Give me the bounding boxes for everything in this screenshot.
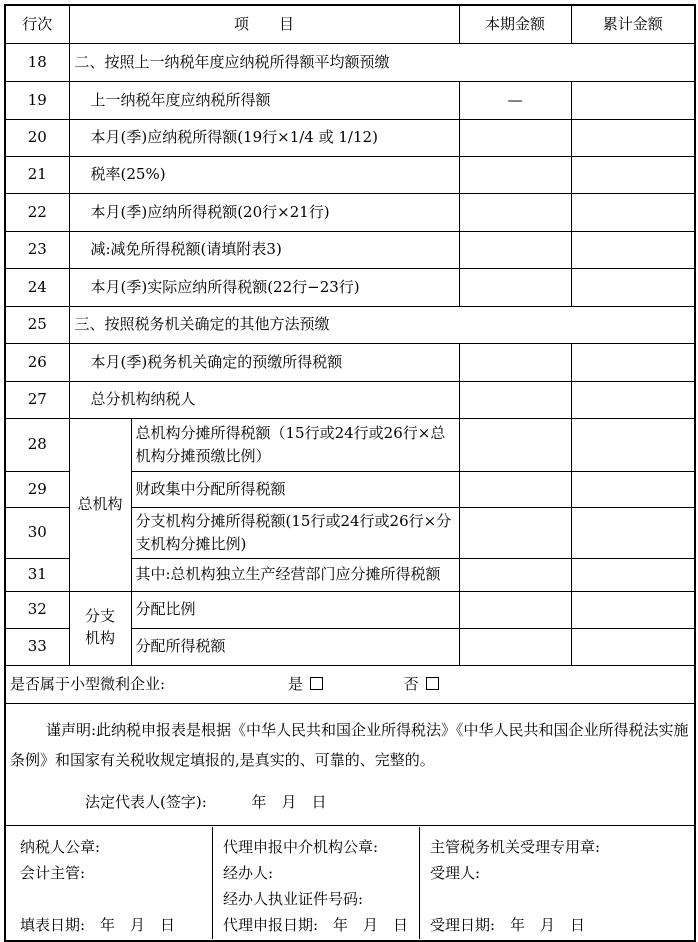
row-no: 22 — [5, 193, 69, 231]
row-no: 33 — [5, 628, 69, 665]
legal-representative-label: 法定代表人(签字): — [85, 792, 207, 811]
row-no: 30 — [5, 507, 69, 558]
item-label: 分配比例 — [131, 591, 459, 628]
row-no: 18 — [5, 43, 69, 81]
accounting-manager-label: 会计主管: — [20, 863, 86, 882]
row-no: 23 — [5, 231, 69, 268]
col-header-row-no: 行次 — [5, 5, 69, 43]
row-no: 21 — [5, 156, 69, 193]
current-amount-cell[interactable] — [459, 628, 571, 665]
group-label-text: 分支机构 — [84, 607, 115, 647]
cumulative-amount-cell[interactable] — [571, 591, 695, 628]
current-amount-cell[interactable] — [459, 381, 571, 418]
acceptance-date-label: 受理日期: 年 月 日 — [430, 915, 586, 934]
declaration-text-line1: 谨声明:此纳税申报表是根据《中华人民共和国企业所得税法》《中华人民共和国企业所得税法实施 — [46, 720, 689, 739]
current-amount-cell[interactable] — [459, 268, 571, 306]
signature-footer-row — [5, 825, 695, 941]
row-no: 32 — [5, 591, 69, 628]
row-no: 20 — [5, 119, 69, 156]
table-row-18 — [5, 43, 695, 81]
current-amount-cell[interactable] — [459, 471, 571, 507]
cumulative-amount-cell[interactable] — [571, 507, 695, 558]
agent-date-label: 代理申报日期: 年 月 日 — [223, 915, 409, 934]
cumulative-amount-cell[interactable] — [571, 81, 695, 119]
cumulative-amount-cell[interactable] — [571, 628, 695, 665]
current-amount-cell[interactable] — [459, 507, 571, 558]
item-label: 分支机构分摊所得税额(15行或24行或26行×分支机构分摊比例) — [131, 507, 459, 558]
cumulative-amount-cell[interactable] — [571, 231, 695, 268]
table-row-21 — [5, 156, 695, 193]
table-row-32 — [5, 591, 695, 628]
current-amount-cell[interactable] — [459, 231, 571, 268]
current-amount-cell[interactable] — [459, 119, 571, 156]
no-label: 否 — [403, 674, 419, 693]
row-no: 28 — [5, 418, 69, 471]
authority-seal-label: 主管税务机关受理专用章: — [430, 837, 601, 856]
cumulative-amount-cell[interactable] — [571, 418, 695, 471]
table-row-28 — [5, 418, 695, 471]
group-label-head-office: 总机构 — [69, 418, 131, 591]
table-row-24 — [5, 268, 695, 306]
row-no: 25 — [5, 306, 69, 343]
row-no: 26 — [5, 343, 69, 381]
small-enterprise-cell — [5, 665, 695, 703]
cumulative-amount-cell[interactable] — [571, 119, 695, 156]
cumulative-amount-cell[interactable] — [571, 156, 695, 193]
small-enterprise-row — [5, 665, 695, 703]
yes-checkbox[interactable] — [310, 677, 323, 690]
item-label: 减:减免所得税额(请填附表3) — [69, 231, 459, 268]
item-label: 其中:总机构独立生产经营部门应分摊所得税额 — [131, 558, 459, 591]
item-label: 财政集中分配所得税额 — [131, 471, 459, 507]
tax-authority-section — [419, 827, 690, 939]
agent-license-label: 经办人执业证件号码: — [223, 889, 364, 908]
cumulative-amount-cell[interactable] — [571, 381, 695, 418]
item-label: 本月(季)实际应纳所得税额(22行−23行) — [69, 268, 459, 306]
item-label: 本月(季)应纳所得税额(20行×21行) — [69, 193, 459, 231]
row-no: 24 — [5, 268, 69, 306]
section-label: 二、按照上一纳税年度应纳税所得额平均额预缴 — [69, 43, 695, 81]
item-label: 分配所得税额 — [131, 628, 459, 665]
current-amount-cell[interactable] — [459, 418, 571, 471]
current-amount-cell[interactable] — [459, 591, 571, 628]
section-label: 三、按照税务机关确定的其他方法预缴 — [69, 306, 695, 343]
row-no: 29 — [5, 471, 69, 507]
spacer-line — [430, 886, 690, 912]
cumulative-amount-cell[interactable] — [571, 471, 695, 507]
taxpayer-seal-section — [10, 827, 212, 939]
cumulative-amount-cell[interactable] — [571, 343, 695, 381]
declaration-cell — [5, 703, 695, 825]
no-checkbox[interactable] — [426, 677, 439, 690]
spacer-line — [20, 886, 212, 912]
tax-form-table — [4, 4, 696, 942]
current-amount-cell[interactable] — [459, 558, 571, 591]
current-amount-cell[interactable] — [459, 343, 571, 381]
acceptor-label: 受理人: — [430, 863, 481, 882]
item-label: 上一纳税年度应纳税所得额 — [69, 81, 459, 119]
table-header-row — [5, 5, 695, 43]
cumulative-amount-cell[interactable] — [571, 193, 695, 231]
declaration-row — [5, 703, 695, 825]
row-no: 27 — [5, 381, 69, 418]
col-header-item: 项 目 — [69, 5, 459, 43]
legal-representative-line — [10, 791, 690, 814]
table-row-26 — [5, 343, 695, 381]
table-row-22 — [5, 193, 695, 231]
item-label: 总机构分摊所得税额（15行或24行或26行×总机构分摊预缴比例） — [131, 418, 459, 471]
yes-label: 是 — [287, 674, 303, 693]
current-amount-cell[interactable] — [459, 193, 571, 231]
table-row-23 — [5, 231, 695, 268]
cumulative-amount-cell[interactable] — [571, 558, 695, 591]
signature-footer — [10, 827, 690, 939]
item-label: 本月(季)税务机关确定的预缴所得税额 — [69, 343, 459, 381]
item-label: 本月(季)应纳税所得额(19行×1/4 或 1/12) — [69, 119, 459, 156]
cumulative-amount-cell[interactable] — [571, 268, 695, 306]
current-amount-cell[interactable] — [459, 156, 571, 193]
signature-footer-cell — [5, 825, 695, 941]
legal-representative-date: 年 月 日 — [251, 792, 327, 811]
agent-section — [212, 827, 419, 939]
group-label-branch — [69, 591, 131, 665]
current-amount-cell: — — [459, 81, 571, 119]
col-header-cumulative-amount: 累计金额 — [571, 5, 695, 43]
row-no: 19 — [5, 81, 69, 119]
table-row-25 — [5, 306, 695, 343]
agent-seal-label: 代理申报中介机构公章: — [223, 837, 379, 856]
small-enterprise-label: 是否属于小型微利企业: — [10, 674, 166, 693]
row-no: 31 — [5, 558, 69, 591]
col-header-current-amount: 本期金额 — [459, 5, 571, 43]
table-row-19 — [5, 81, 695, 119]
declaration-text-line2: 条例》和国家有关税收规定填报的,是真实的、可靠的、完整的。 — [10, 750, 435, 769]
fill-date-label: 填表日期: 年 月 日 — [20, 915, 176, 934]
item-label: 税率(25%) — [69, 156, 459, 193]
item-label: 总分机构纳税人 — [69, 381, 459, 418]
agent-handler-label: 经办人: — [223, 863, 274, 882]
taxpayer-seal-label: 纳税人公章: — [20, 837, 101, 856]
table-row-27 — [5, 381, 695, 418]
table-row-20 — [5, 119, 695, 156]
